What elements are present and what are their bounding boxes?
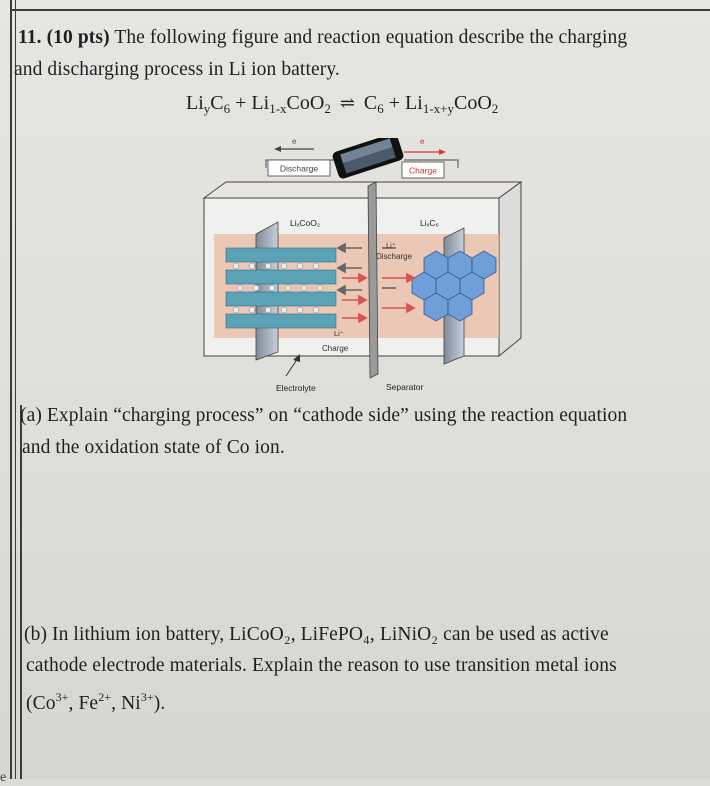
licoo2-label: LiₓCoO₂: [290, 218, 321, 228]
part-b-line-3: [26, 690, 165, 715]
charge-label: Charge: [409, 165, 437, 176]
eq-sub: 1-x+y: [422, 101, 454, 116]
electron-right: e: [420, 138, 425, 146]
eq-term: CoO: [454, 92, 492, 114]
separator-membrane: [368, 182, 378, 378]
electrolyte-label: Electrolyte: [276, 383, 316, 393]
fe-charge: 2+: [98, 690, 112, 704]
li-charge-label: Charge: [322, 344, 349, 353]
eq-term: + Li: [230, 92, 270, 114]
eq-term: CoO: [286, 92, 325, 114]
part-a-line-1: [20, 405, 627, 427]
question-points: (10 pts): [46, 27, 110, 48]
question-intro-1: The following figure and reaction equation describe the charging: [114, 27, 628, 48]
eq-sub: 6: [377, 101, 384, 116]
equilibrium-arrow: ⇌: [339, 93, 355, 113]
margin-mark: e: [0, 770, 7, 785]
answer-box-left-line: [20, 405, 22, 779]
ni-charge: 3+: [140, 690, 154, 704]
part-b-close: ).: [153, 693, 166, 714]
eq-sub: 6: [223, 101, 231, 116]
electron-left: e: [292, 138, 297, 146]
electron-left-arrowhead: [274, 146, 281, 152]
part-a-text-2: and the oxidation state of Co ion.: [22, 437, 285, 458]
part-b-line-1: [24, 624, 609, 646]
reaction-equation: [186, 92, 498, 117]
eq-term: + Li: [383, 92, 423, 114]
cell-top: [204, 182, 521, 198]
cathode-plate: [256, 222, 278, 360]
li-discharge-ion: Li⁺: [386, 241, 396, 250]
left-margin-line-inner: [15, 0, 16, 779]
part-b-text-1: (b) In lithium ion battery, LiCoO₂, LiFePO₄, LiNiO₂ can be used as active: [24, 624, 609, 645]
part-b-sep1: , Fe: [68, 693, 99, 714]
part-b-sep2: , Ni: [111, 693, 141, 714]
battery-figure: [196, 138, 546, 400]
eq-term: C: [363, 92, 378, 114]
eq-sub: 1-x: [269, 101, 287, 116]
discharge-label: Discharge: [279, 163, 319, 174]
eq-term: C: [210, 92, 224, 114]
eq-term: Li: [186, 92, 204, 114]
part-a-line-2: [22, 437, 285, 459]
smartphone-icon: [331, 138, 404, 180]
eq-sub: y: [203, 101, 211, 116]
lic6-label: LiₓC₆: [420, 218, 439, 228]
li-discharge-label: Discharge: [376, 252, 413, 261]
co-charge: 3+: [55, 690, 69, 704]
part-b-line-2: [26, 655, 617, 677]
part-b-text-2: cathode electrode materials. Explain the reason to use transition metal ions: [26, 655, 617, 676]
question-number: 11.: [18, 27, 42, 48]
cell-side: [499, 182, 521, 356]
question-line-2: [14, 59, 340, 81]
electron-right-arrowhead: [439, 149, 446, 155]
question-line-1: [18, 27, 627, 49]
question-intro-2: and discharging process in Li ion battery.: [14, 59, 340, 80]
top-border-line: [10, 9, 710, 11]
part-a-text-1: (a) Explain “charging process” on “cathode side” using the reaction equation: [20, 405, 628, 426]
eq-sub: 2: [491, 101, 499, 116]
left-margin-line: [10, 0, 12, 779]
eq-sub: 2: [324, 101, 331, 116]
li-charge-ion: Li⁺: [334, 329, 344, 338]
part-b-ions-open: (Co: [26, 693, 56, 714]
separator-label: Separator: [386, 382, 424, 392]
